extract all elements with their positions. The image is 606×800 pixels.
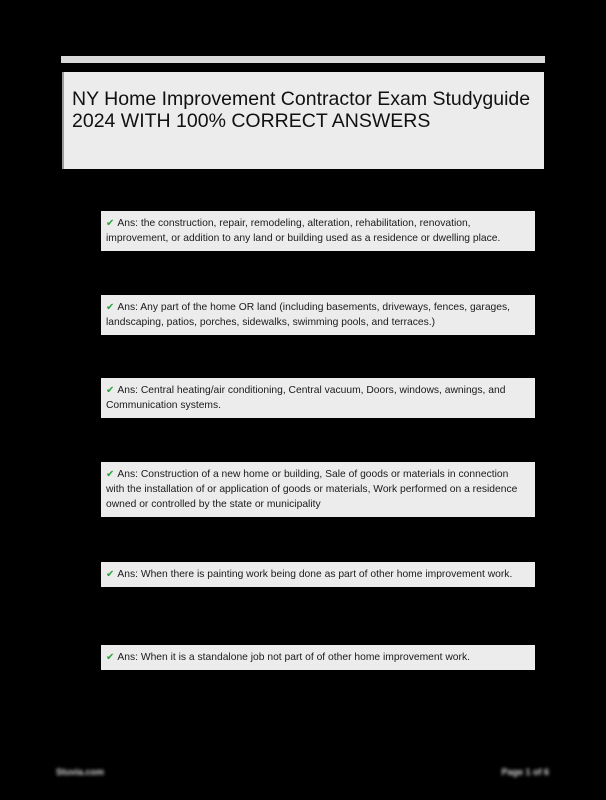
check-icon: ✔ [106,569,115,580]
answer-box-6 [101,645,535,670]
answer-text: Ans: Any part of the home OR land (including basements, driveways, fences, garages, landscaping, patios, porches, sidewalks, swimming pools, and terraces.) [106,302,511,328]
title-box [62,72,544,169]
footer-page-number: Page 1 of 6 [501,767,549,777]
check-icon: ✔ [106,469,115,480]
check-icon: ✔ [106,218,115,229]
document-title: NY Home Improvement Contractor Exam Studyguide 2024 WITH 100% CORRECT ANSWERS [72,88,531,132]
check-icon: ✔ [106,652,115,663]
answer-text: Ans: the construction, repair, remodeling, alteration, rehabilitation, renovation, improvement, or addition to any land or building used as a residence or dwelling place. [106,218,501,244]
answer-text: Ans: Central heating/air conditioning, Central vacuum, Doors, windows, awnings, and Communication systems. [106,385,506,411]
check-icon: ✔ [106,302,115,313]
answer-box-4 [101,462,535,517]
top-divider [61,56,545,63]
answer-text: Ans: When it is a standalone job not part of of other home improvement work. [117,652,470,663]
answer-box-3 [101,378,535,418]
footer-site-name: Stuvia.com [56,767,105,777]
answer-text: Ans: Construction of a new home or building, Sale of goods or materials in connection with the installation of or application of goods or materials, Work performed on a residence owned or controlled by the state or municipality [106,469,518,510]
check-icon: ✔ [106,385,115,396]
answer-box-1 [101,211,535,251]
answer-box-5 [101,562,535,587]
answer-text: Ans: When there is painting work being done as part of other home improvement work. [117,569,513,580]
answer-box-2 [101,295,535,335]
